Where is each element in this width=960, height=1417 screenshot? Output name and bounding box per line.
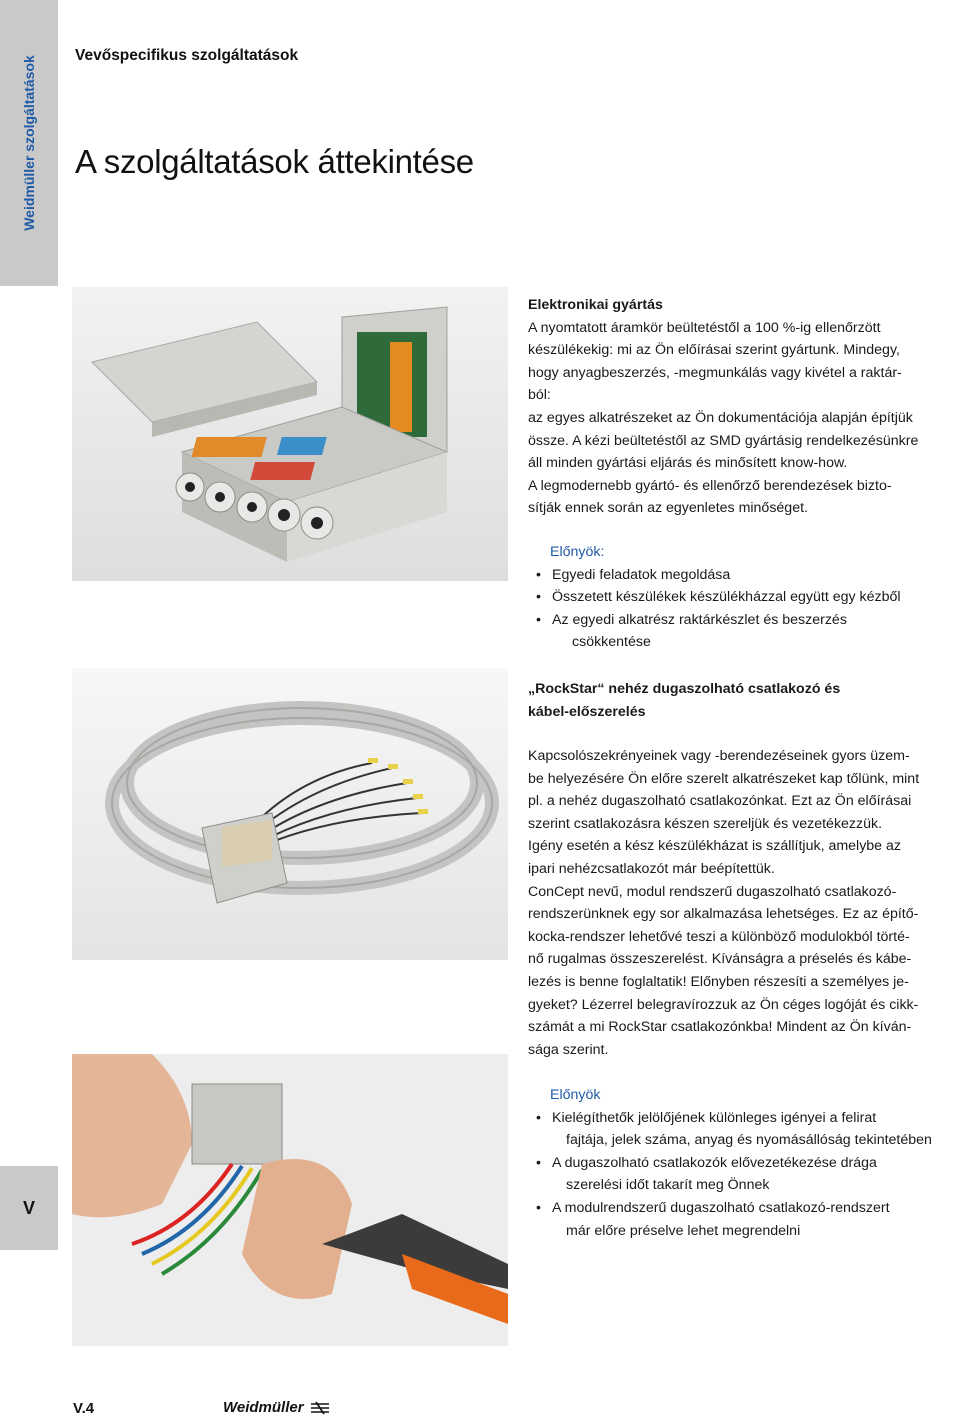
section-heading: kábel-előszerelés <box>528 703 646 720</box>
body-line: össze. A kézi beültetéstől az SMD gyártásig rendelkezésünkre <box>528 432 919 449</box>
section-electronics <box>528 294 960 520</box>
benefits-block <box>550 541 960 654</box>
list-item: • A modulrendszerű dugaszolható csatlakozó-rendszert <box>534 1197 960 1220</box>
body-line: lezés is benne foglaltatik! Előnyben részesíti a személyes je- <box>528 973 909 990</box>
body-line: Igény esetén a kész készülékházat is szállítjuk, amelybe az <box>528 838 902 855</box>
body-line: sítják ennek során az egyenletes minőséget. <box>528 500 808 517</box>
body-line: áll minden gyártási eljárás és minősített know-how. <box>528 455 848 472</box>
list-item-continuation: fajtája, jelek száma, anyag és nyomásállóság tekintetében <box>566 1132 932 1149</box>
page-title: A szolgáltatások áttekintése <box>75 143 474 180</box>
body-line: kocka-rendszer lehetővé teszi a különböző modulokból törté- <box>528 928 910 945</box>
list-item: • Kielégíthetők jelölőjének különleges igényei a felirat <box>534 1107 960 1130</box>
chapter-letter: V <box>0 1166 58 1250</box>
list-item-continuation: csökkentése <box>572 634 651 651</box>
body-line: számát a mi RockStar csatlakozónkba! Mindent az Ön kíván- <box>528 1019 912 1036</box>
body-line: ból: <box>528 387 551 404</box>
body-line: pl. a nehéz dugaszolható csatlakozónkat. Ezt az Ön előírásai <box>528 793 912 810</box>
logo-text: Weidmüller <box>223 1399 304 1416</box>
section-heading: Elektronikai gyártás <box>528 297 663 313</box>
enclosure-photo <box>72 287 508 581</box>
body-line: A nyomtatott áramkör beültetéstől a 100 %-ig ellenőrzött <box>528 319 881 336</box>
body-line: hogy anyagbeszerzés, -megmunkálás vagy kivétel a raktár- <box>528 364 902 381</box>
body-line: az egyes alkatrészeket az Ön dokumentációja alapján építjük <box>528 409 913 426</box>
list-item: • Az egyedi alkatrész raktárkészlet és beszerzés <box>534 609 960 632</box>
body-line: nő rugalmas összeszerelést. Kívánságra a préselés és kábe- <box>528 951 912 968</box>
body-line: szerint csatlakozásra készen szereljük és vezetékezzük. <box>528 815 883 832</box>
cable-connector-photo <box>72 668 508 960</box>
list-item: • A dugaszolható csatlakozók elővezetékezése drága <box>534 1152 960 1175</box>
list-item-continuation: szerelési időt takarít meg Önnek <box>566 1177 770 1194</box>
section-rockstar <box>528 678 960 723</box>
body-line: sága szerint. <box>528 1041 609 1058</box>
logo-mark-icon <box>310 1401 330 1415</box>
body-line: ConCept nevű, modul rendszerű dugaszolható csatlakozó- <box>528 883 897 900</box>
page-number: V.4 <box>73 1400 95 1417</box>
benefits-heading: Előnyök: <box>550 544 605 560</box>
body-line: gyeket? Lézerrel belegravírozzuk az Ön céges logóját és cikk- <box>528 996 919 1013</box>
eyebrow: Vevőspecifikus szolgáltatások <box>75 47 299 64</box>
body-line: rendszerünknek egy sor alkalmazása lehetséges. Ez az építő- <box>528 906 919 923</box>
section-rockstar-body <box>528 745 960 1061</box>
body-line: készülékekig: mi az Ön előírásai szerint gyártunk. Mindegy, <box>528 342 900 359</box>
list-item-continuation: már előre préselve lehet megrendelni <box>566 1222 801 1239</box>
body-line: ipari nehézcsatlakozót már beépítettük. <box>528 860 775 877</box>
hands-crimping-photo <box>72 1054 508 1346</box>
weidmuller-logo <box>223 1399 330 1416</box>
list-item: • Összetett készülékek készülékházzal együtt egy kézből <box>534 586 960 609</box>
body-line: A legmodernebb gyártó- és ellenőrző berendezések bizto- <box>528 477 892 494</box>
list-item: • Egyedi feladatok megoldása <box>534 564 960 587</box>
benefits-block-2 <box>550 1084 960 1242</box>
benefits-heading: Előnyök <box>550 1087 601 1103</box>
body-line: be helyezésére Ön előre szerelt alkatrészeket kap tőlünk, mint <box>528 770 920 787</box>
body-line: Kapcsolószekrényeinek vagy -berendezéseinek gyors üzem- <box>528 748 910 764</box>
side-tab-label: Weidmüller szolgáltatások <box>21 55 38 231</box>
section-heading: „RockStar“ nehéz dugaszolható csatlakozó és <box>528 681 841 697</box>
